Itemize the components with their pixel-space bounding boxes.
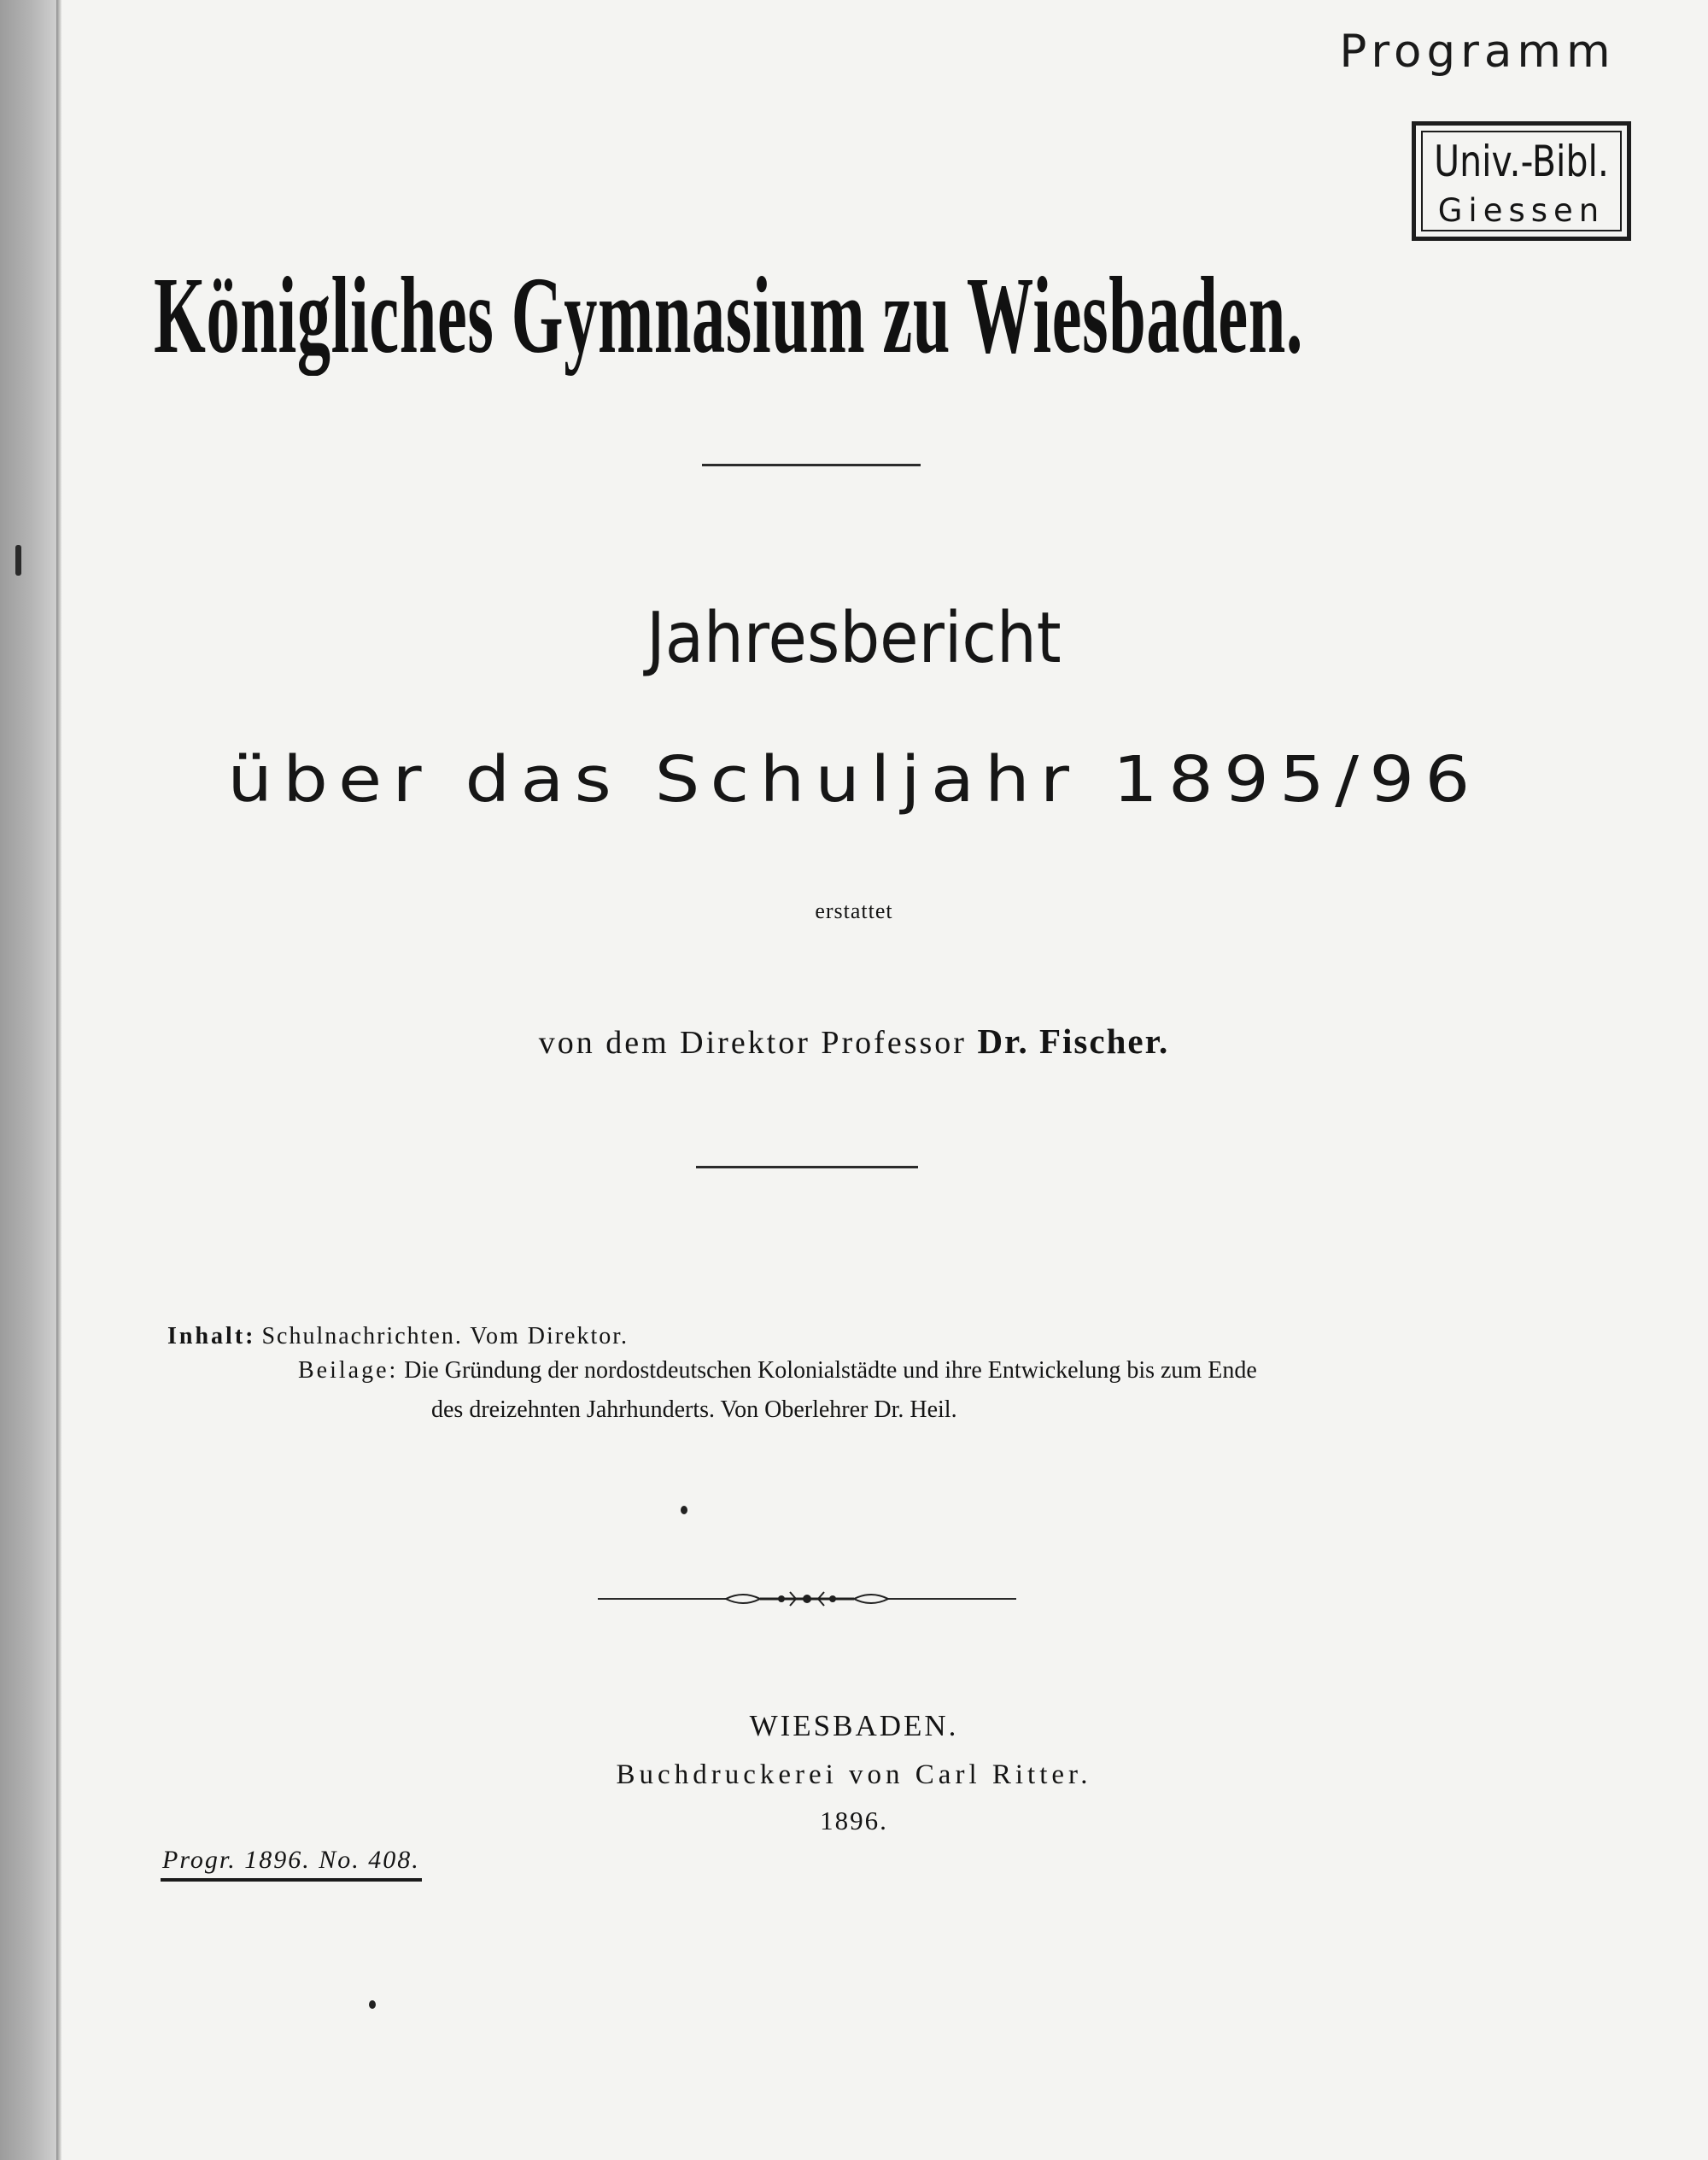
- by-line: von dem Direktor Professor: [538, 1025, 967, 1061]
- programm-heading: Programm: [1339, 26, 1616, 78]
- school-year: über das Schuljahr 1895/96: [227, 743, 1481, 817]
- catalog-note-underline: [161, 1878, 422, 1882]
- school-title: Königliches Gymnasium zu Wiesbaden.: [154, 255, 1304, 376]
- supplement-line: [298, 1354, 1451, 1388]
- contents-label: Inhalt:: [167, 1323, 256, 1349]
- ink-speck: [369, 2000, 376, 2009]
- school-title-row: [0, 253, 1623, 378]
- divider-bottom: [696, 1166, 918, 1168]
- imprint-printer: Buchdruckerei von Carl Ritter.: [616, 1759, 1092, 1790]
- supplement-label: Beilage:: [298, 1357, 399, 1384]
- contents-line: [167, 1320, 1534, 1354]
- erstattet-text: erstattet: [815, 899, 893, 923]
- school-year-row: [0, 743, 1708, 817]
- imprint-year: 1896.: [820, 1806, 888, 1835]
- imprint-city: WIESBADEN.: [749, 1709, 959, 1742]
- director-line: [0, 1021, 1708, 1062]
- report-title-row: [0, 598, 1708, 679]
- supplement-text-line1: Die Gründung der nordostdeutschen Kolonialstädte und ihre Entwickelung bis zum Ende: [404, 1357, 1257, 1384]
- contents-item: Schulnachrichten. Vom Direktor.: [261, 1323, 629, 1349]
- ornamental-divider-icon: [598, 1585, 1016, 1613]
- director-name: Dr. Fischer.: [977, 1021, 1170, 1061]
- ink-speck: [681, 1506, 687, 1514]
- catalog-note: Progr. 1896. No. 408.: [162, 1846, 420, 1874]
- report-title: Jahresbericht: [646, 598, 1062, 679]
- supplement-text-line2: des dreizehnten Jahrhunderts. Von Oberlehrer Dr. Heil.: [431, 1396, 957, 1423]
- divider-top: [702, 464, 921, 466]
- library-stamp-line1: Univ.-Bibl.: [1434, 137, 1609, 186]
- library-stamp-line2: Giessen: [1437, 192, 1606, 229]
- spine-mark: [15, 545, 21, 576]
